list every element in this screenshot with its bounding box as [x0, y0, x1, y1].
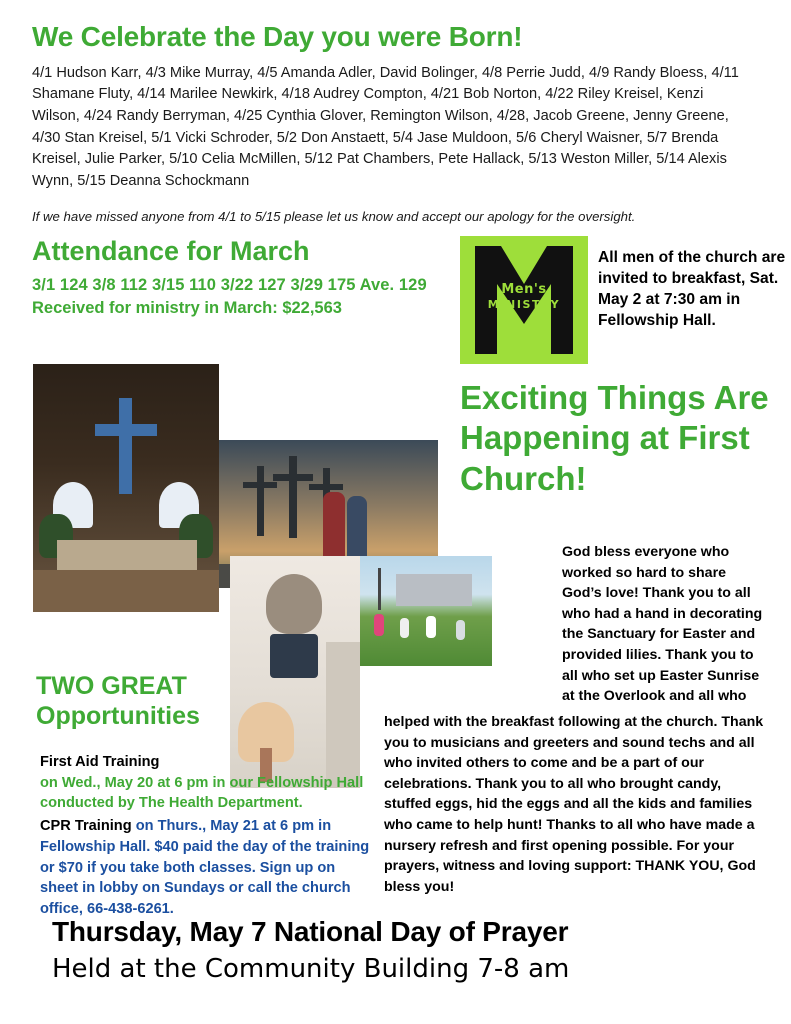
nursery-sign	[270, 634, 318, 678]
footer-event-title: Thursday, May 7 National Day of Prayer	[52, 916, 569, 947]
opportunities-heading	[36, 672, 266, 731]
cross-shape-icon	[289, 456, 297, 538]
cpr-training-title: CPR Training	[40, 818, 132, 835]
exciting-things-heading: Exciting Things Are Happening at First Church!	[460, 379, 769, 497]
attendance-received: Received for ministry in March: $22,563	[32, 298, 342, 317]
first-aid-training-block	[40, 752, 376, 814]
child-figure	[400, 618, 409, 638]
attendance-stats: 3/1 124 3/8 112 3/15 110 3/22 127 3/29 175 Ave. 129	[32, 276, 427, 295]
sanctuary-floor	[33, 570, 219, 612]
child-figure	[426, 616, 436, 638]
child-figure	[374, 614, 384, 636]
mens-ministry-logo	[460, 236, 588, 364]
photo-easter-egg-hunt	[360, 556, 492, 666]
cpr-training-detail: on Thurs., May 21 at 6 pm in Fellowship Hall. $40 paid the day of the training or $70 if you take both classes. Sign up on sheet in lobby on Sundays or call the church office, 66-438-6261.	[40, 818, 370, 918]
mens-ministry-logo-subtext: MINISTRY	[487, 298, 561, 312]
footer-event-location: Held at the Community Building 7-8 am	[52, 954, 570, 984]
cpr-training-block	[40, 816, 376, 920]
cross-shape-icon	[95, 424, 157, 436]
thank-you-paragraph-top: God bless everyone who worked so hard to share God’s love! Thank you to all who had a hand in decorating the Sanctuary for Easter and provided lilies. Thank you to all who set up Easter Sunrise at the Overlook and all who	[562, 544, 763, 705]
mens-ministry-logo-text: Men's	[501, 282, 547, 298]
training-details	[40, 752, 376, 922]
teddy-bear-icon	[266, 574, 322, 634]
cross-shape-icon	[257, 466, 264, 536]
cross-shape-icon	[243, 482, 277, 488]
birthday-apology-note: If we have missed anyone from 4/1 to 5/15 please let us know and accept our apology for the oversight.	[32, 209, 636, 225]
mens-ministry-invitation: All men of the church are invited to breakfast, Sat. May 2 at 7:30 am in Fellowship Hall.	[598, 249, 786, 330]
opportunities-heading-line2: Opportunities	[36, 701, 200, 730]
attendance-title: Attendance for March	[32, 236, 310, 267]
flagpole	[378, 568, 381, 610]
cross-shape-icon	[309, 484, 343, 490]
attendance-and-mens-ministry-row	[32, 236, 786, 376]
child-figure	[456, 620, 465, 640]
birthday-names-list: 4/1 Hudson Karr, 4/3 Mike Murray, 4/5 Amanda Adler, David Bolinger, 4/8 Perrie Judd, 4/9 Randy Bloess, 4/11 Shamane Fluty, 4/14 Marilee Newkirk, 4/18 Audrey Compton, 4/21 Bob Norton, 4/22 Riley Kreisel, Kenzi Wilson, 4/24 Randy Berryman, 4/25 Cynthia Glover, Remington Wilson, 4/28, Jacob Greene, Jenny Greene, 4/30 Stan Kreisel, 5/1 Vicki Schroder, 5/2 Don Anstaett, 5/4 Jase Muldoon, 5/6 Cheryl Waisner, 5/7 Brenda Kreisel, Julie Parker, 5/10 Celia McMillen, 5/12 Pat Chambers, Pete Hallack, 5/13 Weston Miller, 5/14 Alexis Wynn, 5/15 Deanna Schockmann	[32, 64, 739, 189]
birthday-section-title: We Celebrate the Day you were Born!	[32, 21, 523, 52]
church-building	[396, 574, 472, 606]
footer-event	[52, 916, 752, 984]
altar-table	[57, 540, 197, 570]
cross-shape-icon	[119, 398, 132, 494]
first-aid-training-detail: on Wed., May 20 at 6 pm in our Fellowship Hall conducted by The Health Department.	[40, 774, 364, 812]
photo-sanctuary	[33, 364, 219, 612]
thank-you-paragraph-rest: helped with the breakfast following at the church. Thank you to musicians and greeters and sound techs and all who invited others to come and be a part of our celebrations. Thank you to all who brought candy, stuffed eggs, hid the eggs and all the kids and families who came to help hunt! Thanks to all who have made a nursery refresh and first opening possible. For your prayers, witness and loving support: THANK YOU, God bless you!	[384, 714, 764, 895]
cross-shape-icon	[273, 474, 313, 481]
first-aid-training-title: First Aid Training	[40, 754, 160, 770]
opportunities-heading-line1: TWO GREAT	[36, 672, 187, 700]
